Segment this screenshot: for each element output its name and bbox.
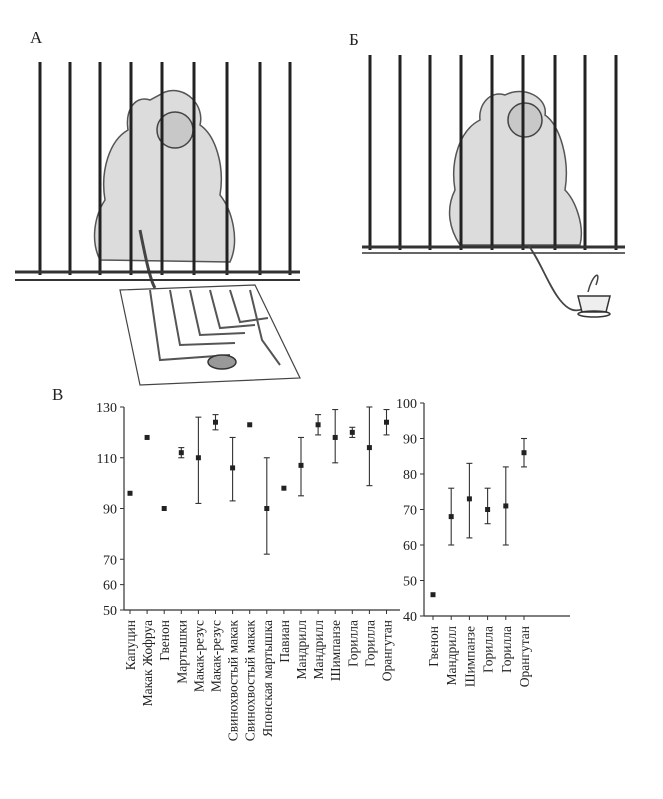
x-tick-label-right: Гвенон: [426, 626, 441, 667]
x-tick-label-right: Горилла: [498, 626, 514, 673]
x-tick-label-right: Горилла: [480, 626, 496, 673]
data-point-left: [316, 422, 321, 427]
y-tick-label-right: 90: [403, 432, 417, 448]
x-tick-label-left: Японская мартышка: [259, 620, 275, 737]
panel-label-b: Б: [349, 30, 359, 49]
x-tick-label-left: Макак-резус: [191, 620, 207, 693]
x-tick-label-left: Мандрилл: [294, 620, 309, 680]
y-tick-label-left: 110: [96, 451, 117, 467]
data-point-left: [367, 445, 372, 450]
y-tick-label-right: 60: [403, 539, 417, 554]
data-point-right: [485, 507, 490, 512]
y-tick-label-left: 90: [103, 502, 117, 518]
data-point-right: [449, 514, 454, 519]
x-tick-label-left: Горилла: [362, 620, 378, 667]
data-point-left: [333, 435, 338, 440]
data-point-left: [247, 422, 252, 427]
x-tick-label-left: Орангутан: [379, 620, 395, 682]
data-point-left: [281, 486, 286, 491]
x-tick-label-left: Горилла: [345, 620, 361, 667]
y-tick-label-right: 40: [403, 610, 417, 625]
x-tick-label-left: Мандрилл: [311, 620, 327, 680]
panel-label-v: В: [52, 385, 64, 404]
y-tick-label-right: 100: [396, 397, 417, 412]
data-point-left: [230, 465, 235, 470]
x-tick-label-left: Макак-резус: [208, 620, 224, 693]
y-tick-label-left: 50: [103, 604, 117, 619]
y-tick-label-right: 70: [403, 503, 417, 519]
x-tick-label-left: Свинохвостый макак: [242, 620, 258, 742]
y-tick-label-left: 130: [96, 401, 117, 416]
x-tick-label-right: Шимпанзе: [462, 626, 478, 688]
x-tick-label-right: Мандрилл: [444, 626, 460, 686]
x-tick-label-left: Капуцин: [123, 620, 138, 671]
panel-label-a: А: [30, 28, 43, 47]
y-tick-label-right: 50: [403, 574, 417, 590]
data-point-right: [503, 503, 508, 508]
data-point-left: [128, 491, 133, 496]
data-point-left: [162, 506, 167, 511]
data-point-left: [145, 435, 150, 440]
x-tick-label-left: Мартышки: [174, 620, 190, 684]
data-point-right: [467, 496, 472, 501]
x-tick-label-right: Орангутан: [517, 626, 532, 688]
x-tick-label-left: Павиан: [276, 620, 292, 663]
data-point-left: [264, 506, 269, 511]
y-tick-label-right: 80: [403, 468, 417, 483]
data-point-left: [179, 450, 184, 455]
x-tick-label-left: Макак Жофруа: [140, 620, 156, 707]
y-tick-label-left: 60: [103, 578, 117, 594]
data-point-left: [196, 455, 201, 460]
x-tick-label-left: Свинохвостый макак: [225, 620, 241, 742]
x-tick-label-left: Гвенон: [157, 620, 173, 661]
data-point-left: [384, 420, 389, 425]
data-point-right: [431, 592, 436, 597]
data-point-left: [350, 430, 355, 435]
x-tick-label-left: Шимпанзе: [328, 620, 344, 682]
y-tick-label-left: 70: [103, 553, 117, 569]
data-point-left: [213, 420, 218, 425]
data-point-right: [522, 450, 527, 455]
data-point-left: [299, 463, 304, 468]
